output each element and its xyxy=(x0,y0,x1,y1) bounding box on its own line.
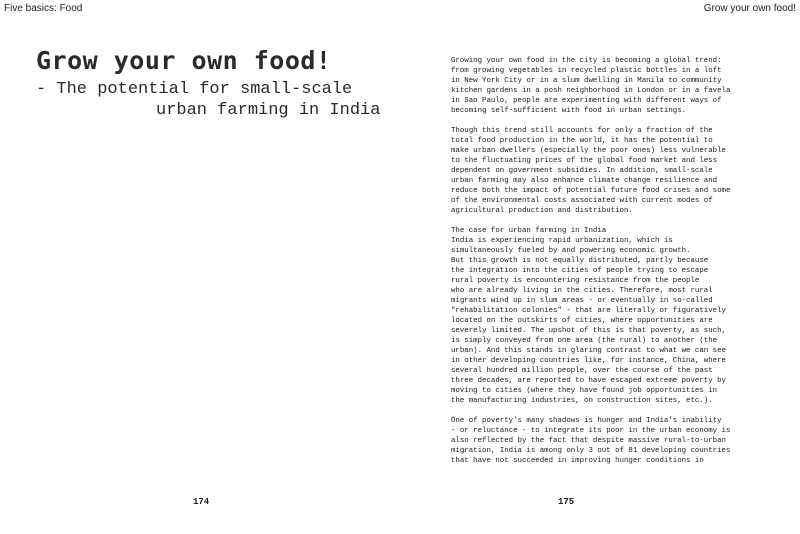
paragraph-hunger xyxy=(451,416,796,466)
text-line: urban farming may also enhance climate change resilience and xyxy=(451,177,718,185)
text-line: kitchen gardens in a posh neighborhood in London or in a favela xyxy=(451,87,731,95)
text-line: "rehabilitation colonies" - that are literally or figuratively xyxy=(451,307,726,315)
text-line: that have not succeeded in improving hunger conditions in xyxy=(451,457,704,465)
chapter-title: Grow your own food! xyxy=(36,46,332,75)
text-line: dependent on government subsidies. In addition, small-scale xyxy=(451,167,713,175)
text-line: India is experiencing rapid urbanization, which is xyxy=(451,237,673,245)
text-line: three decades, are reported to have escaped extreme poverty by xyxy=(451,377,726,385)
text-line: migrants wind up in slum areas - or eventually in so-called xyxy=(451,297,713,305)
text-line: in New York City or in a slum dwelling in Manila to community xyxy=(451,77,722,85)
text-line: of the environmental costs associated with current modes of xyxy=(451,197,713,205)
text-line: becoming self-sufficient with food in urban settings. xyxy=(451,107,687,115)
text-line: also reflected by the fact that despite massive rural-to-urban xyxy=(451,437,726,445)
text-line: several hundred million people, over the course of the past xyxy=(451,367,713,375)
text-line: is simply conveyed from one area (the rural) to another (the xyxy=(451,337,718,345)
text-line: rural poverty is encountering resistance from the people xyxy=(451,277,700,285)
text-line: Growing your own food in the city is becoming a global trend: xyxy=(451,57,722,65)
paragraph-india xyxy=(451,226,796,406)
text-line: migration, India is among only 3 out of 81 developing countries xyxy=(451,447,731,455)
text-line: urban). And this stands in glaring contrast to what we can see xyxy=(451,347,726,355)
paragraph-intro xyxy=(451,56,796,116)
text-line: the manufacturing industries, on construction sites, etc.). xyxy=(451,397,713,405)
text-line: in other developing countries like, for instance, China, where xyxy=(451,357,726,365)
chapter-subtitle-line-2: urban farming in India xyxy=(156,101,381,120)
text-line: who are already living in the cities. Therefore, most rural xyxy=(451,287,713,295)
text-line: located on the outskirts of cities, where opportunities are xyxy=(451,317,713,325)
left-running-head: Five basics: Food xyxy=(4,3,83,14)
text-line: in Sao Paulo, people are experimenting with different ways of xyxy=(451,97,722,105)
text-line: - or reluctance - to integrate its poor in the urban economy is xyxy=(451,427,731,435)
section-heading: The case for urban farming in India xyxy=(451,227,607,235)
right-page-number: 175 xyxy=(558,497,575,507)
text-line: moving to cities (where they have found job opportunities in xyxy=(451,387,718,395)
text-line: make urban dwellers (especially the poor ones) less vulnerable xyxy=(451,147,726,155)
text-line: reduce both the impact of potential future food crises and some xyxy=(451,187,731,195)
text-line: agricultural production and distribution. xyxy=(451,207,633,215)
text-line: from growing vegetables in recycled plastic bottles in a loft xyxy=(451,67,722,75)
right-running-head: Grow your own food! xyxy=(703,3,796,14)
text-line: the integration into the cities of people trying to escape xyxy=(451,267,709,275)
text-line: to the fluctuating prices of the global food market and less xyxy=(451,157,718,165)
paragraph-trend xyxy=(451,126,796,216)
left-page-number: 174 xyxy=(193,497,210,507)
body-text xyxy=(451,56,796,476)
text-line: simultaneously fueled by and powering economic growth. xyxy=(451,247,691,255)
text-line: total food production in the world, it has the potential to xyxy=(451,137,713,145)
right-page xyxy=(400,0,800,534)
text-line: One of poverty's many shadows is hunger and India's inability xyxy=(451,417,722,425)
text-line: Though this trend still accounts for only a fraction of the xyxy=(451,127,713,135)
chapter-subtitle-line-1: - The potential for small-scale xyxy=(36,80,353,99)
text-line: severely limited. The upshot of this is that poverty, as such, xyxy=(451,327,726,335)
text-line: But this growth is not equally distributed, partly because xyxy=(451,257,709,265)
